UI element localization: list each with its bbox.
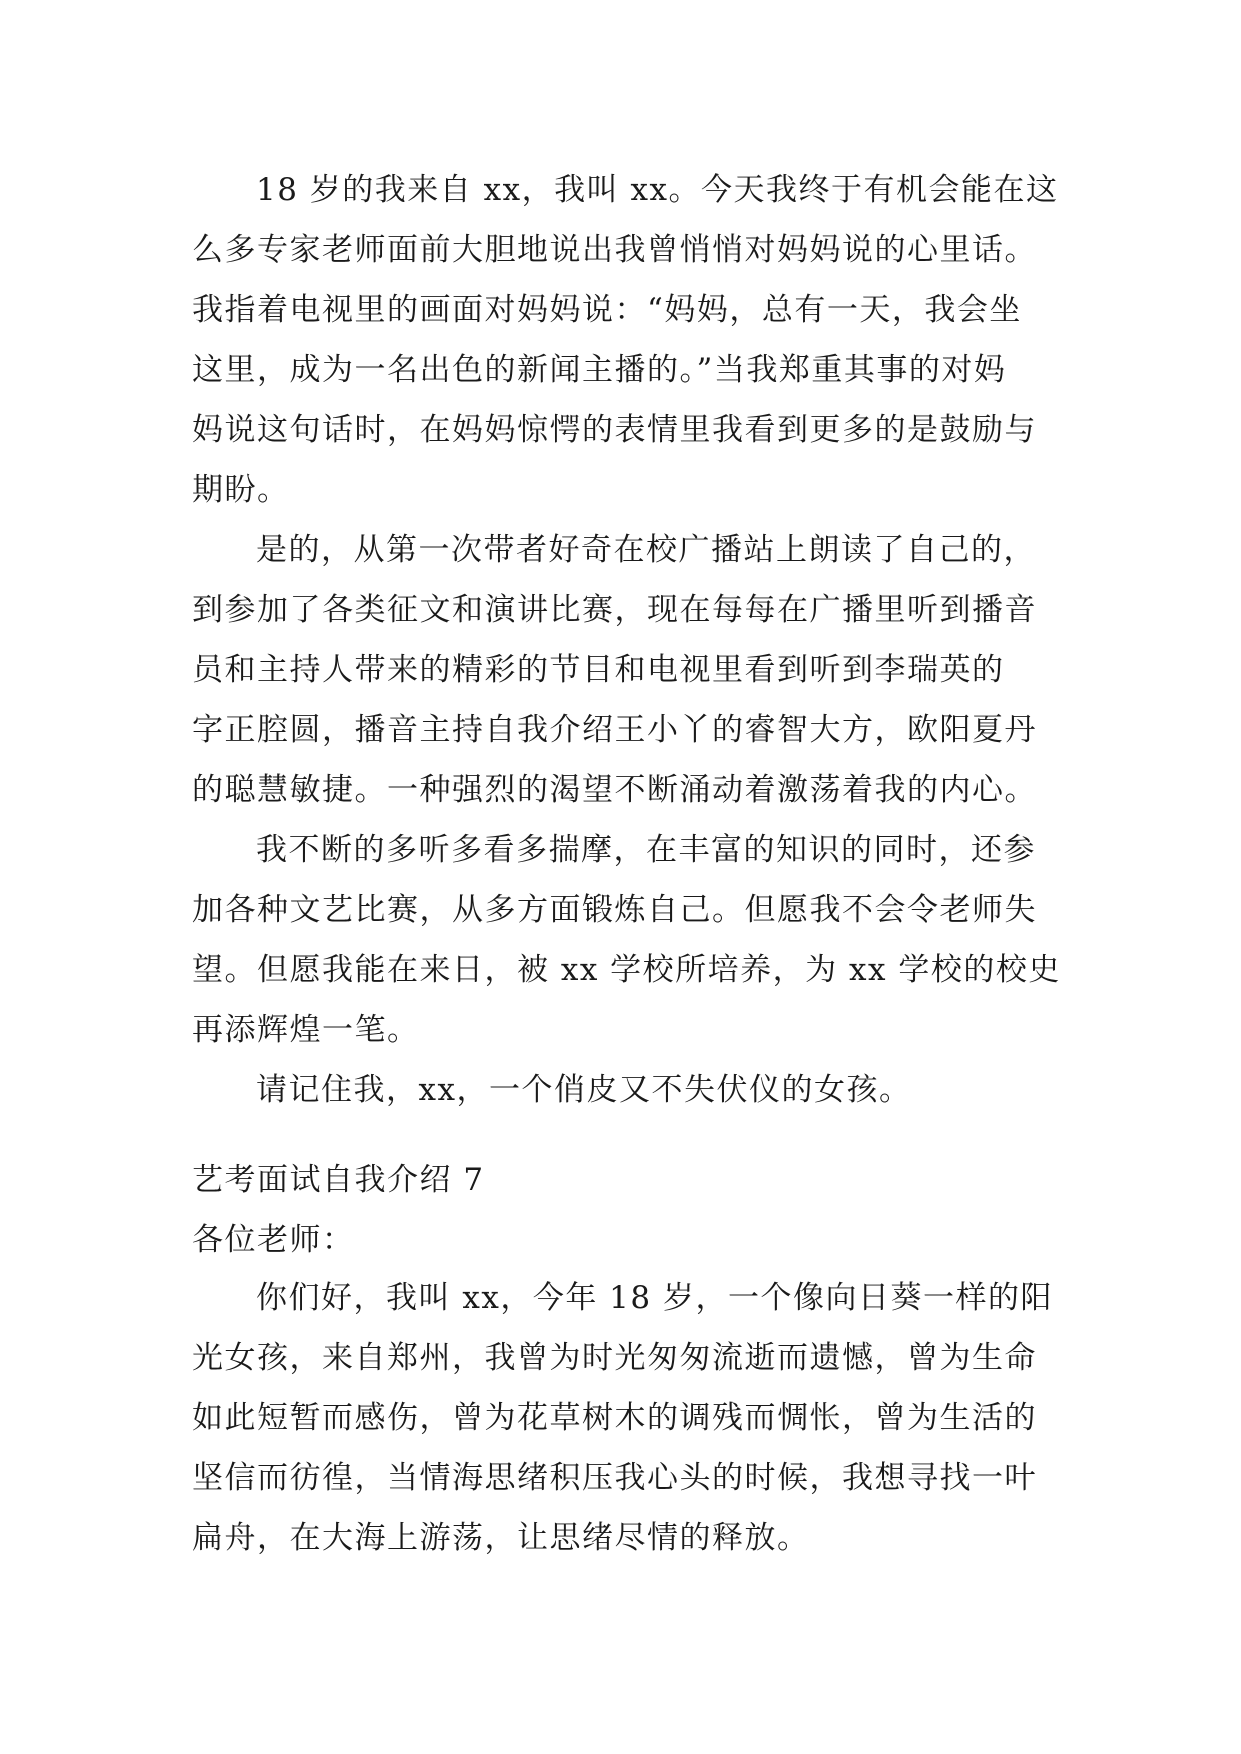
paragraph-3-line-4: 再添辉煌一笔。 bbox=[192, 1012, 420, 1048]
paragraph-3-line-2: 加各种文艺比赛，从多方面锻炼自己。但愿我不会令老师失 bbox=[192, 892, 1037, 928]
paragraph-1-line-5: 妈说这句话时，在妈妈惊愕的表情里我看到更多的是鼓励与 bbox=[192, 412, 1037, 448]
paragraph-5-line-5: 扁舟，在大海上游荡，让思绪尽情的释放。 bbox=[192, 1520, 810, 1556]
paragraph-2-line-2: 到参加了各类征文和演讲比赛，现在每每在广播里听到播音 bbox=[192, 592, 1037, 628]
paragraph-1-line-4: 这里，成为一名出色的新闻主播的。”当我郑重其事的对妈 bbox=[192, 352, 1007, 388]
paragraph-2-line-4: 字正腔圆，播音主持自我介绍王小丫的睿智大方，欧阳夏丹 bbox=[192, 712, 1037, 748]
paragraph-2-line-1: 是的，从第一次带者好奇在校广播站上朗读了自己的， bbox=[256, 532, 1036, 568]
paragraph-3-line-1: 我不断的多听多看多揣摩，在丰富的知识的同时，还参 bbox=[256, 832, 1036, 868]
paragraph-1-line-2: 么多专家老师面前大胆地说出我曾悄悄对妈妈说的心里话。 bbox=[192, 232, 1037, 268]
section-spacer bbox=[192, 1120, 1072, 1160]
section-title: 艺考面试自我介绍 7 bbox=[192, 1162, 485, 1198]
paragraph-5-line-2: 光女孩，来自郑州，我曾为时光匆匆流逝而遗憾，曾为生命 bbox=[192, 1340, 1037, 1376]
paragraph-1-line-6: 期盼。 bbox=[192, 472, 290, 508]
paragraph-1-line-1: 18 岁的我来自 xx，我叫 xx。今天我终于有机会能在这 bbox=[256, 172, 1059, 208]
paragraph-5-line-4: 坚信而彷徨，当情海思绪积压我心头的时候，我想寻找一叶 bbox=[192, 1460, 1037, 1496]
paragraph-1-line-3: 我指着电视里的画面对妈妈说：“妈妈，总有一天，我会坐 bbox=[192, 292, 1022, 328]
paragraph-4-line-1: 请记住我，xx，一个俏皮又不失伏仪的女孩。 bbox=[256, 1072, 912, 1108]
paragraph-2-line-5: 的聪慧敏捷。一种强烈的渴望不断涌动着激荡着我的内心。 bbox=[192, 772, 1037, 808]
paragraph-2-line-3: 员和主持人带来的精彩的节目和电视里看到听到李瑞英的 bbox=[192, 652, 1005, 688]
paragraph-5-line-1: 你们好，我叫 xx，今年 18 岁，一个像向日葵一样的阳 bbox=[256, 1280, 1053, 1316]
document-page bbox=[192, 160, 1072, 1568]
paragraph-3-line-3: 望。但愿我能在来日，被 xx 学校所培养，为 xx 学校的校史 bbox=[192, 952, 1061, 988]
salutation: 各位老师： bbox=[192, 1222, 355, 1258]
paragraph-5-line-3: 如此短暂而感伤，曾为花草树木的调残而惆怅，曾为生活的 bbox=[192, 1400, 1037, 1436]
